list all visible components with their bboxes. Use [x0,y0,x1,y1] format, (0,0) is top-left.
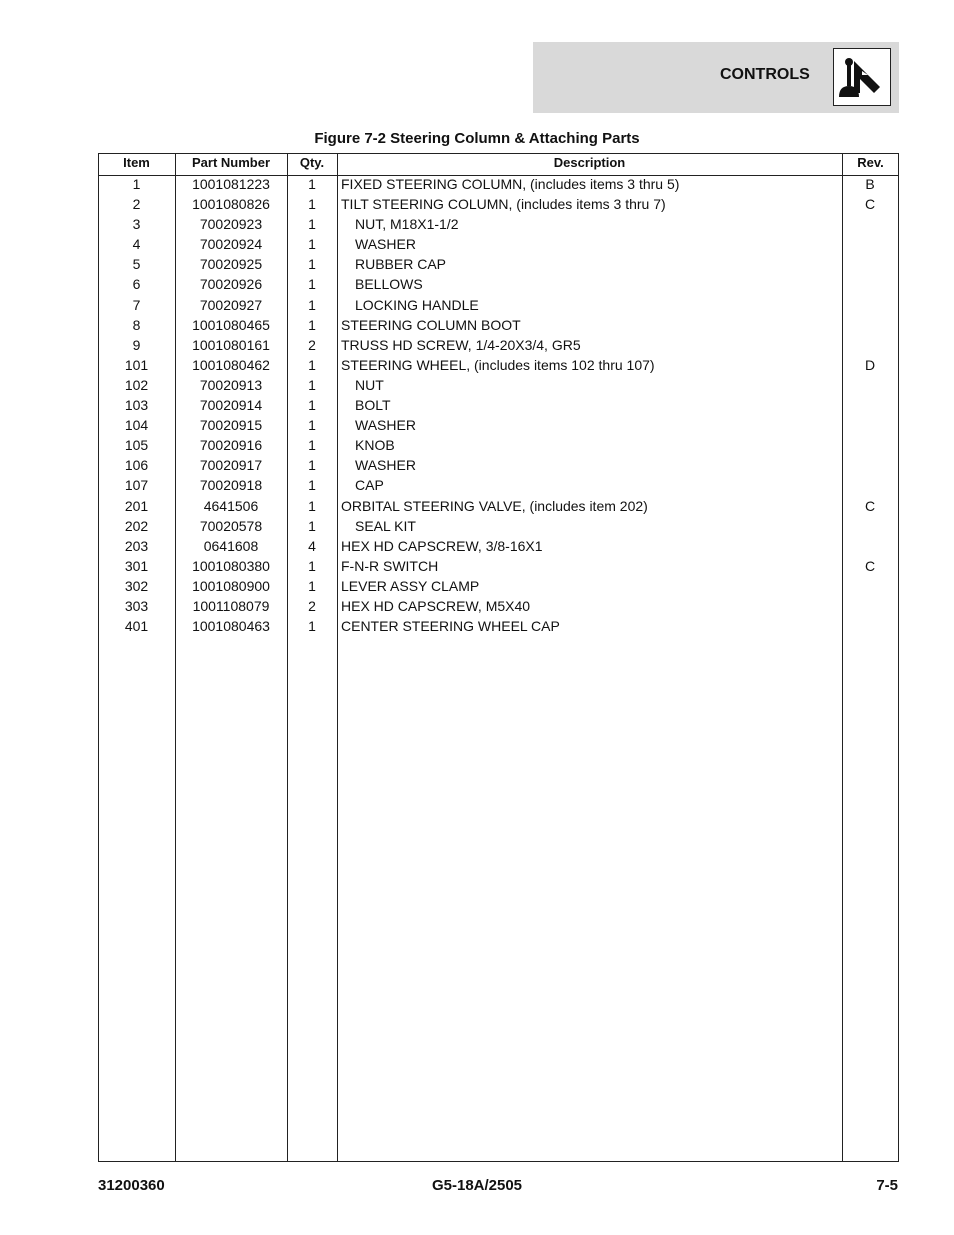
cell-qty: 1 [308,497,316,514]
table-row [98,456,899,476]
cell-qty: 2 [308,597,316,614]
cell-description: F-N-R SWITCH [341,557,439,574]
cell-item: 303 [124,597,149,614]
cell-qty: 1 [308,457,316,474]
cell-item: 301 [124,557,149,574]
cell-part-number: 1001108079 [192,597,270,614]
cell-qty: 1 [308,618,316,635]
table-row [98,436,899,456]
cell-rev: C [864,196,876,213]
table-row [98,476,899,496]
cell-item: 107 [124,477,149,494]
cell-description: FIXED STEERING COLUMN, (includes items 3 thru 5) [341,176,680,192]
table-row [98,416,899,436]
cell-part-number: 70020916 [199,437,263,454]
cell-item: 3 [132,216,141,233]
cell-description: HEX HD CAPSCREW, 3/8-16X1 [341,537,543,554]
joystick-control-icon [833,48,891,106]
cell-rev: B [865,176,875,192]
cell-description: NUT, M18X1-1/2 [355,216,459,233]
cell-part-number: 70020927 [199,296,263,313]
table-row [98,235,899,255]
cell-part-number: 1001080380 [192,557,270,574]
cell-item: 9 [132,336,141,353]
cell-item: 8 [132,316,141,333]
cell-item: 102 [124,376,149,393]
cell-part-number: 1001080161 [192,336,270,353]
cell-description: STEERING WHEEL, (includes items 102 thru 107) [341,356,655,373]
table-row [98,275,899,295]
footer-page-number: 7-5 [876,1177,898,1194]
cell-description: STEERING COLUMN BOOT [341,316,521,333]
cell-item: 1 [132,176,141,192]
cell-qty: 1 [308,316,316,333]
figure-title: Figure 7-2 Steering Column & Attaching Parts [314,130,640,147]
column-header-qty: Qty. [299,155,325,170]
cell-description: WASHER [355,457,416,474]
cell-description: HEX HD CAPSCREW, M5X40 [341,597,531,614]
cell-qty: 1 [308,276,316,293]
column-header-description: Description [553,155,626,170]
cell-part-number: 70020917 [199,457,263,474]
cell-description: LEVER ASSY CLAMP [341,577,480,594]
table-row [98,557,899,577]
cell-rev: C [864,497,876,514]
cell-item: 203 [124,537,149,554]
cell-item: 105 [124,437,149,454]
cell-part-number: 70020918 [199,477,263,494]
table-row [98,195,899,215]
cell-item: 7 [132,296,141,313]
cell-item: 6 [132,276,141,293]
cell-part-number: 70020913 [199,376,263,393]
column-header-item: Item [123,155,150,170]
cell-part-number: 1001080900 [192,577,270,594]
cell-item: 101 [124,356,149,373]
cell-item: 103 [124,397,149,414]
table-row [98,336,899,356]
cell-part-number: 1001080465 [192,316,270,333]
cell-description: SEAL KIT [355,517,416,534]
cell-description: TILT STEERING COLUMN, (includes items 3 thru 7) [341,196,666,213]
cell-qty: 1 [308,236,316,253]
table-row [98,396,899,416]
cell-qty: 4 [308,537,316,554]
cell-description: NUT [355,376,384,393]
column-header-rev: Rev. [857,155,884,170]
table-row [98,255,899,275]
parts-table-body [98,175,899,637]
cell-item: 106 [124,457,149,474]
cell-part-number: 4641506 [203,497,259,514]
cell-description: WASHER [355,417,416,434]
table-row [98,617,899,637]
table-row [98,175,899,195]
cell-description: LOCKING HANDLE [355,296,479,313]
cell-rev: C [864,557,876,574]
footer-model: G5-18A/2505 [431,1177,523,1194]
cell-qty: 2 [308,336,316,353]
cell-part-number: 70020915 [199,417,263,434]
cell-part-number: 1001080826 [192,196,270,213]
cell-rev: D [864,356,876,373]
cell-qty: 1 [308,356,316,373]
cell-part-number: 70020924 [199,236,263,253]
section-title: CONTROLS [720,66,810,83]
table-row [98,577,899,597]
cell-qty: 1 [308,437,316,454]
cell-description: RUBBER CAP [355,256,447,273]
cell-description: BOLT [355,397,391,414]
footer-doc-number: 31200360 [98,1177,165,1194]
cell-description: TRUSS HD SCREW, 1/4-20X3/4, GR5 [341,336,581,353]
cell-qty: 1 [308,417,316,434]
cell-item: 302 [124,577,149,594]
cell-description: CAP [355,477,384,494]
table-row [98,597,899,617]
cell-description: WASHER [355,236,416,253]
cell-part-number: 0641608 [203,537,259,554]
cell-qty: 1 [308,397,316,414]
table-row [98,376,899,396]
cell-description: ORBITAL STEERING VALVE, (includes item 202) [341,497,648,514]
table-row [98,356,899,376]
cell-part-number: 70020923 [199,216,263,233]
cell-item: 104 [124,417,149,434]
table-row [98,296,899,316]
cell-qty: 1 [308,256,316,273]
cell-item: 5 [132,256,141,273]
cell-part-number: 70020925 [199,256,263,273]
cell-part-number: 70020578 [199,517,263,534]
cell-description: KNOB [355,437,395,454]
cell-item: 201 [124,497,149,514]
cell-qty: 1 [308,517,316,534]
cell-part-number: 1001080463 [192,618,270,635]
cell-qty: 1 [308,176,316,192]
table-row [98,316,899,336]
cell-qty: 1 [308,577,316,594]
column-header-part-number: Part Number [191,155,271,170]
table-row [98,497,899,517]
table-row [98,517,899,537]
cell-qty: 1 [308,557,316,574]
cell-part-number: 1001081223 [192,176,270,192]
cell-part-number: 70020926 [199,276,263,293]
cell-item: 2 [132,196,141,213]
cell-qty: 1 [308,296,316,313]
cell-item: 202 [124,517,149,534]
cell-qty: 1 [308,477,316,494]
table-row [98,537,899,557]
table-row [98,215,899,235]
cell-description: CENTER STEERING WHEEL CAP [341,618,560,635]
cell-item: 4 [132,236,141,253]
cell-qty: 1 [308,216,316,233]
cell-qty: 1 [308,376,316,393]
cell-qty: 1 [308,196,316,213]
cell-part-number: 1001080462 [192,356,270,373]
cell-part-number: 70020914 [199,397,263,414]
cell-description: BELLOWS [355,276,423,293]
cell-item: 401 [124,618,149,635]
